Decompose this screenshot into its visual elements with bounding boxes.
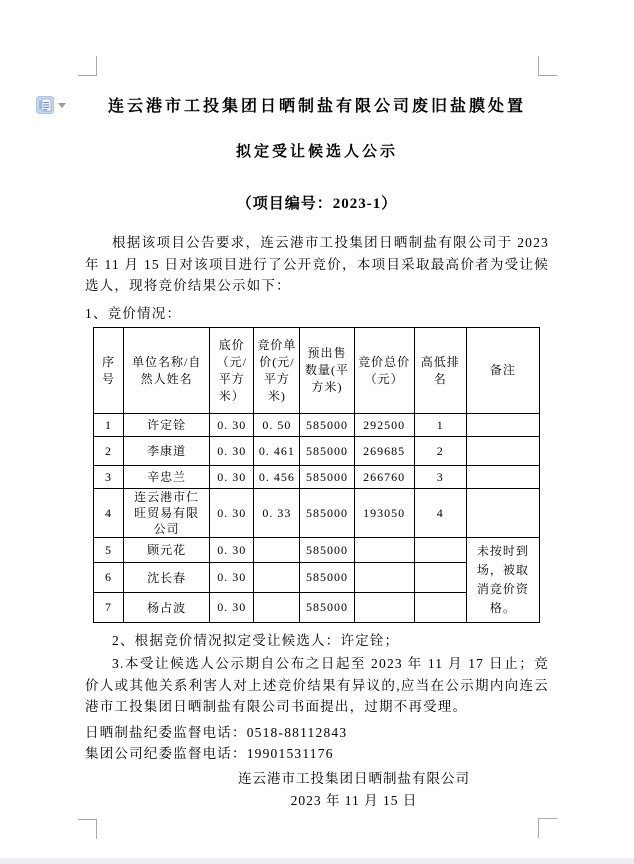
table-cell-remark bbox=[466, 437, 539, 466]
table-header-cell: 高低排名 bbox=[414, 328, 466, 414]
margin-mark-top-right-icon bbox=[538, 56, 557, 76]
table-cell bbox=[254, 563, 300, 593]
table-header-cell: 竞价单价(元/平方米) bbox=[254, 328, 300, 414]
table-row bbox=[94, 437, 540, 466]
signature-date: 2023 年 11 月 15 日 bbox=[290, 793, 418, 808]
table-cell: 1 bbox=[94, 414, 124, 437]
table-cell: 585000 bbox=[300, 466, 354, 489]
table-cell: 585000 bbox=[300, 414, 354, 437]
table-cell: 0. 33 bbox=[254, 489, 300, 538]
table-cell: 1 bbox=[414, 414, 466, 437]
table-cell bbox=[254, 538, 300, 563]
table-cell bbox=[414, 593, 466, 623]
document-title-line2: 拟定受让候选人公示 bbox=[235, 144, 398, 160]
table-cell: 585000 bbox=[300, 437, 354, 466]
table-cell: 0. 30 bbox=[210, 414, 254, 437]
table-cell bbox=[414, 563, 466, 593]
bid-table bbox=[93, 327, 540, 623]
table-cell: 0. 461 bbox=[254, 437, 300, 466]
section2-text: 2、根据竞价情况拟定受让候选人：许定铨； bbox=[112, 633, 400, 648]
table-cell: 266760 bbox=[354, 466, 414, 489]
table-cell: 585000 bbox=[300, 489, 354, 538]
table-cell: 0. 30 bbox=[210, 563, 254, 593]
table-cell: 2 bbox=[94, 437, 124, 466]
table-cell: 292500 bbox=[354, 414, 414, 437]
table-cell: 585000 bbox=[300, 563, 354, 593]
margin-mark-top-left-icon bbox=[78, 56, 97, 76]
table-cell: 连云港市仁旺贸易有限公司 bbox=[124, 489, 210, 538]
table-cell: 0. 456 bbox=[254, 466, 300, 489]
table-row bbox=[94, 414, 540, 437]
table-cell: 李康道 bbox=[124, 437, 210, 466]
paste-options-icon[interactable] bbox=[36, 96, 54, 114]
table-cell: 杨占波 bbox=[124, 593, 210, 623]
supervision-phone-2: 集团公司纪委监督电话：19901531176 bbox=[85, 746, 334, 761]
signature-block bbox=[228, 768, 480, 812]
signature-company: 连云港市工投集团日晒制盐有限公司 bbox=[238, 771, 470, 786]
table-cell-remark-merged: 未按时到场，被取消竞价资格。 bbox=[466, 538, 539, 623]
table-cell: 0. 30 bbox=[210, 437, 254, 466]
margin-mark-bottom-left-icon bbox=[78, 819, 97, 839]
section3-text: 3.本受让候选人公示期自公布之日起至 2023 年 11 月 17 日止；竞价人或其他关系利害人对上述竞价结果有异议的,应当在公示期内向连云港市工投集团日晒制盐有限公司书面提出，过期不再受理。 bbox=[85, 656, 549, 714]
table-cell: 3 bbox=[94, 466, 124, 489]
table-cell: 许定铨 bbox=[124, 414, 210, 437]
supervision-phone-1: 日晒制盐纪委监督电话：0518-88112843 bbox=[85, 725, 348, 740]
table-header-cell: 底价（元/平方米） bbox=[210, 328, 254, 414]
table-row bbox=[94, 538, 540, 563]
table-cell: 7 bbox=[94, 593, 124, 623]
table-cell: 0. 30 bbox=[210, 593, 254, 623]
table-cell: 269685 bbox=[354, 437, 414, 466]
table-cell: 585000 bbox=[300, 593, 354, 623]
table-cell: 顾元花 bbox=[124, 538, 210, 563]
intro-paragraph: 根据该项目公告要求，连云港市工投集团日晒制盐有限公司于 2023 年 11 月 15 日对该项目进行了公开竞价，本项目采取最高价者为受让候选人，现将竞价结果公示如下： bbox=[85, 235, 549, 293]
table-cell: 5 bbox=[94, 538, 124, 563]
table-cell: 0. 30 bbox=[210, 466, 254, 489]
table-cell: 3 bbox=[414, 466, 466, 489]
table-header-cell: 预出售数量(平方米) bbox=[300, 328, 354, 414]
project-number: （项目编号：2023-1） bbox=[236, 196, 398, 212]
table-cell bbox=[354, 593, 414, 623]
table-row bbox=[94, 466, 540, 489]
table-header-cell: 序号 bbox=[94, 328, 124, 414]
table-header-cell: 备注 bbox=[466, 328, 539, 414]
table-cell: 沈长春 bbox=[124, 563, 210, 593]
table-cell: 辛忠兰 bbox=[124, 466, 210, 489]
table-cell: 585000 bbox=[300, 538, 354, 563]
table-cell-remark bbox=[466, 466, 539, 489]
table-header-cell: 单位名称/自然人姓名 bbox=[124, 328, 210, 414]
table-cell bbox=[414, 538, 466, 563]
section1-heading: 1、竞价情况： bbox=[85, 306, 182, 321]
table-cell bbox=[254, 593, 300, 623]
bottom-edge-strip bbox=[0, 858, 634, 864]
table-cell-remark bbox=[466, 414, 539, 437]
table-cell bbox=[354, 563, 414, 593]
table-header-row bbox=[94, 328, 540, 414]
table-cell: 4 bbox=[94, 489, 124, 538]
table-cell: 6 bbox=[94, 563, 124, 593]
table-cell: 2 bbox=[414, 437, 466, 466]
table-cell-remark bbox=[466, 489, 539, 538]
table-row bbox=[94, 489, 540, 538]
table-header-cell: 竞价总价（元） bbox=[354, 328, 414, 414]
table-cell: 0. 30 bbox=[210, 538, 254, 563]
table-cell: 193050 bbox=[354, 489, 414, 538]
table-cell bbox=[354, 538, 414, 563]
document-title-line1: 连云港市工投集团日晒制盐有限公司废旧盐膜处置 bbox=[107, 98, 526, 115]
table-cell: 0. 30 bbox=[210, 489, 254, 538]
table-cell: 4 bbox=[414, 489, 466, 538]
bid-table-body bbox=[94, 414, 540, 623]
table-cell: 0. 50 bbox=[254, 414, 300, 437]
margin-mark-bottom-right-icon bbox=[538, 818, 557, 838]
